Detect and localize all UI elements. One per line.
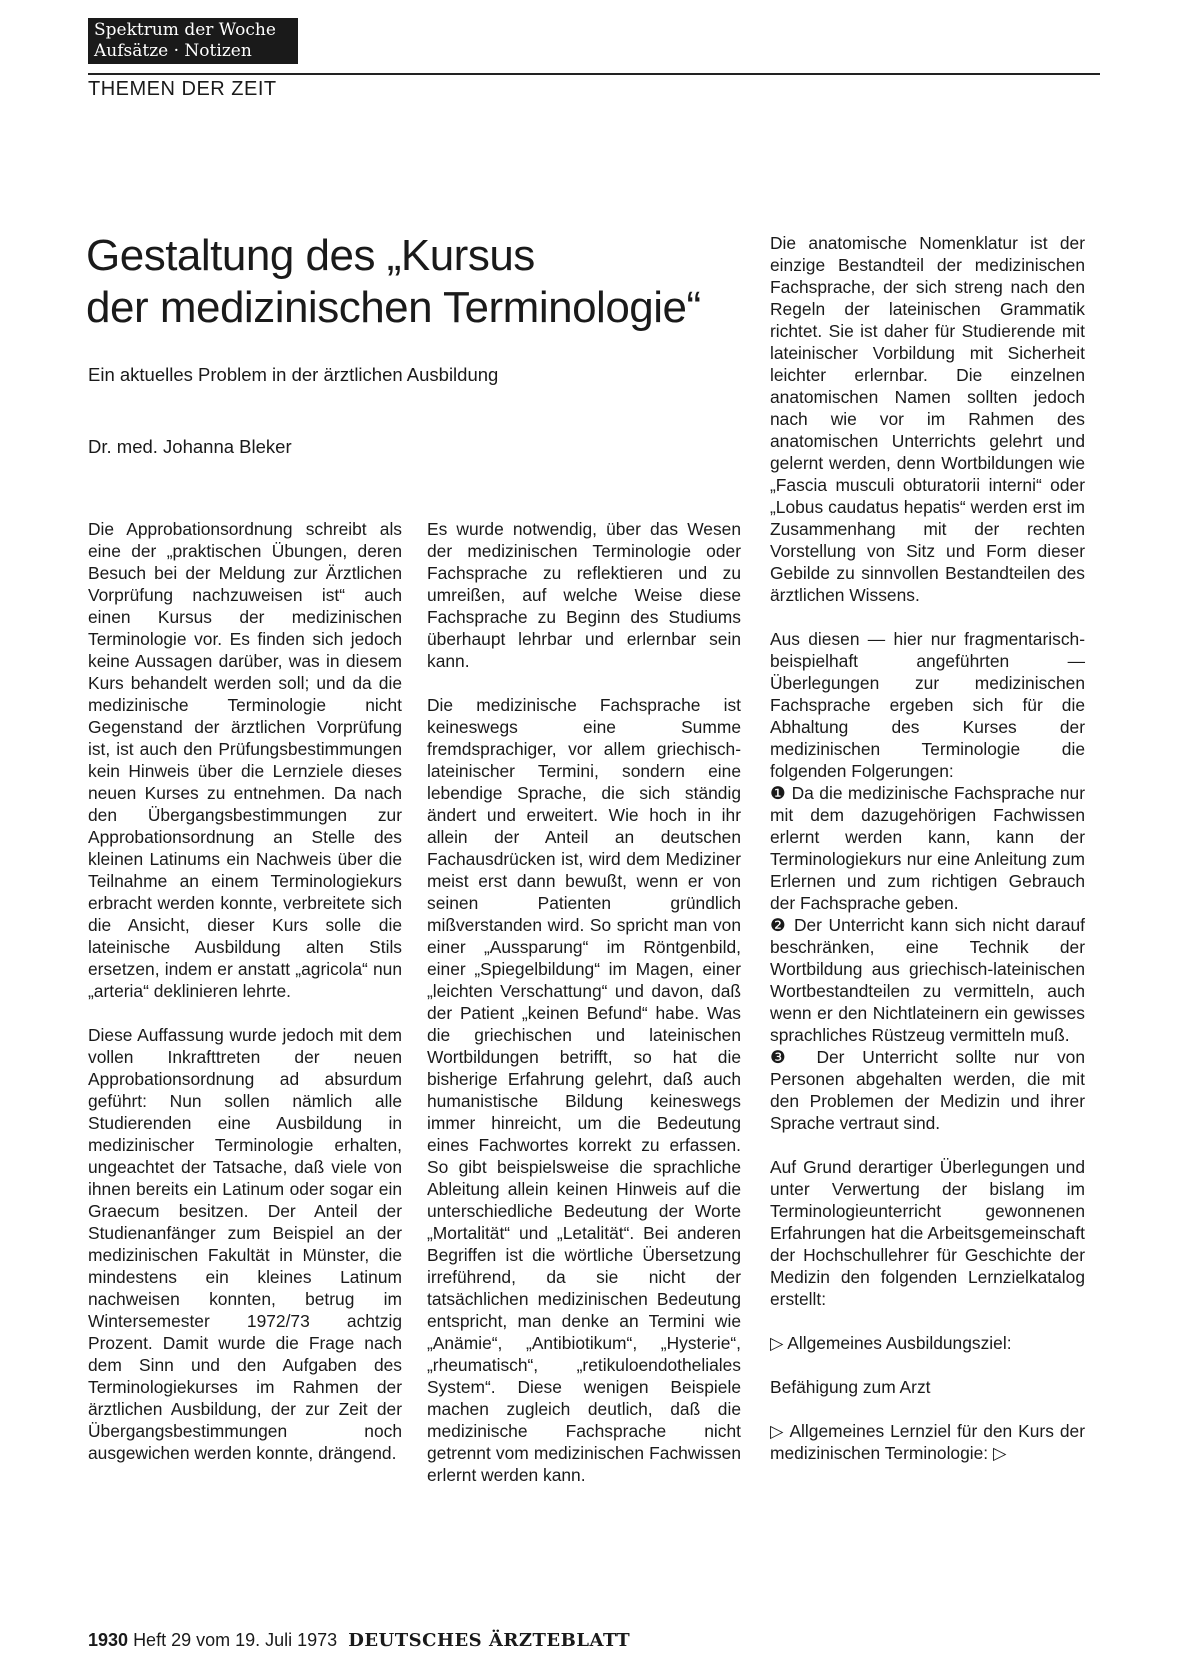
paragraph: Aus diesen — hier nur fragmentarisch-beispielhaft angeführten — Überlegungen zur medizinischen Fachsprache ergeben sich für die Abhaltung des Kurses der medizinischen Terminologie die folgenden Folgerungen: (770, 629, 1085, 781)
paragraph: Diese Auffassung wurde jedoch mit dem vollen Inkrafttreten der neuen Approbationsordnung ad absurdum geführt: Nun sollen nämlich alle Studierenden eine Ausbildung in medizinischer Terminologie erhalten, ungeachtet der Tatsache, daß viele von ihnen bereits ein Latinum oder sogar ein Graecum besitzen. Der Anteil der Studienanfänger zum Beispiel an der medizinischen Fakultät in Münster, die mindestens ein kleines Latinum nachweisen konnten, betrug im Wintersemester 1972/73 achtzig Prozent. Damit wurde die Frage nach dem Sinn und den Aufgaben des Terminologiekurses im Rahmen der ärztlichen Ausbildung, der zur Zeit der Übergangsbestimmungen noch ausgewichen werden konnte, drängend. (88, 1025, 402, 1463)
paragraph: Auf Grund derartiger Überlegungen und unter Verwertung der bislang im Terminologieunterricht gewonnenen Erfahrungen hat die Arbeitsgemeinschaft der Hochschullehrer für Geschichte der Medizin den folgenden Lernzielkatalog erstellt: (770, 1157, 1085, 1309)
article-title (86, 230, 766, 334)
text-column-1 (88, 518, 402, 1486)
section-label (88, 18, 298, 64)
article-subtitle: Ein aktuelles Problem in der ärztlichen Ausbildung (88, 364, 499, 385)
list-item: ❷ Der Unterricht kann sich nicht darauf beschränken, eine Technik der Wortbildung aus griechisch-lateinischen Wortbestandteilen zu vermitteln, auch wenn er den Nichtlateinern ein gewisses sprachliches Rüstzeug vermitteln muß. (770, 915, 1085, 1045)
text-column-2 (427, 518, 741, 1508)
journal-name: DEUTSCHES ÄRZTEBLATT (348, 1630, 631, 1651)
list-item: ▷ Allgemeines Lernziel für den Kurs der medizinischen Terminologie: ▷ (770, 1421, 1085, 1463)
page-number: 1930 (88, 1630, 129, 1650)
paragraph: Es wurde notwendig, über das Wesen der medizinischen Terminologie oder Fachsprache zu reflektieren und zu umreißen, auf welche Weise diese Fachsprache zu Beginn des Studiums überhaupt lehrbar und erlernbar sein kann. (427, 519, 741, 671)
paragraph: Die medizinische Fachsprache ist keineswegs eine Summe fremdsprachiger, vor allem griechisch-lateinischer Termini, sondern eine lebendige Sprache, die sich ständig ändert und erweitert. Wie hoch in ihr allein der Anteil an deutschen Fachausdrücken ist, wird dem Mediziner meist erst dann bewußt, wenn er von seinen Patienten gründlich mißverstanden wird. So spricht man von einer „Aussparung“ im Röntgenbild, einer „Spiegelbildung“ im Magen, einer „leichten Verschattung“ und davon, daß der Patient „keinen Befund“ habe. Was die griechischen und lateinischen Wortbildungen betrifft, so hat die bisherige Erfahrung gelehrt, daß auch humanistische Bildung keineswegs immer hinreicht, um die Bedeutung eines Fachwortes korrekt zu erfassen. So gibt beispielsweise die sprachliche Ableitung allein keinen Hinweis auf die unterschiedliche Bedeutung der Worte „Mortalität“ und „Letalität“. Bei anderen Begriffen ist die wörtliche Übersetzung irreführend, da sie nicht der tatsächlichen medizinischen Bedeutung entspricht, man denke an Termini wie „Anämie“, „Antibiotikum“, „Hysterie“, „rheumatisch“, „retikuloendotheliales System“. Diese wenigen Beispiele machen zugleich deutlich, daß die medizinische Fachsprache nicht getrennt vom medizinischen Fachwissen erlernt werden kann. (427, 695, 741, 1485)
paragraph: Die anatomische Nomenklatur ist der einzige Bestandteil der medizinischen Fachsprache, der sich streng nach den Regeln der lateinischen Grammatik richtet. Sie ist daher für Studierende mit lateinischer Vorbildung mit Sicherheit leichter erlernbar. Die einzelnen anatomischen Namen sollten jedoch nach wie vor im Rahmen des anatomischen Unterrichts gelehrt und gelernt werden, denn Wortbildungen wie „Fascia musculi obturatorii interni“ oder „Lobus caudatus hepatis“ werden erst im Zusammenhang mit der rechten Vorstellung von Sitz und Form dieser Gebilde zu sinnvollen Bestandteilen des ärztlichen Wissens. (770, 233, 1085, 605)
paragraph: Befähigung zum Arzt (770, 1377, 931, 1397)
list-item: ❸ Der Unterricht sollte nur von Personen abgehalten werden, die mit den Problemen der Medizin und ihrer Sprache vertraut sind. (770, 1047, 1085, 1133)
article-author: Dr. med. Johanna Bleker (88, 436, 292, 457)
paragraph: Die Approbationsordnung schreibt als eine der „praktischen Übungen, deren Besuch bei der Meldung zur Ärztlichen Vorprüfung nachzuweisen ist“ auch einen Kursus der medizinischen Terminologie vor. Es finden sich jedoch keine Aussagen darüber, was in diesem Kurs behandelt werden soll; und da die medizinische Terminologie nicht Gegenstand der ärztlichen Vorprüfung ist, ist auch den Prüfungsbestimmungen kein Hinweis über die Lernziele dieses neuen Kurses zu entnehmen. Da nach den Übergangsbestimmungen zur Approbationsordnung an Stelle des kleinen Latinums ein Nachweis über die Teilnahme an einem Terminologiekurs erbracht werden konnte, verbreitete sich die Ansicht, dieser Kurs solle die lateinische Ausbildung alten Stils ersetzen, indem er anstatt „agricola“ nun „arteria“ deklinieren lehrte. (88, 519, 402, 1001)
issue-info: Heft 29 vom 19. Juli 1973 (133, 1630, 338, 1650)
article-title-line2: der medizinischen Terminologie“ (86, 283, 701, 332)
list-item: ▷ Allgemeines Ausbildungsziel: (770, 1333, 1012, 1353)
list-item: ❶ Da die medizinische Fachsprache nur mit dem dazugehörigen Fachwissen erlernt werden kann, kann der Terminologiekurs nur eine Anleitung zum Erlernen und zum richtigen Gebrauch der Fachsprache geben. (770, 783, 1085, 913)
section-label-line1: Spektrum der Woche (94, 20, 276, 40)
header-rule (88, 73, 1100, 75)
page-footer (88, 1630, 630, 1651)
section-label-line2: Aufsätze · Notizen (94, 41, 252, 61)
text-column-3 (770, 232, 1085, 1486)
article-title-line1: Gestaltung des „Kursus (86, 231, 535, 280)
rubric: THEMEN DER ZEIT (88, 78, 277, 100)
